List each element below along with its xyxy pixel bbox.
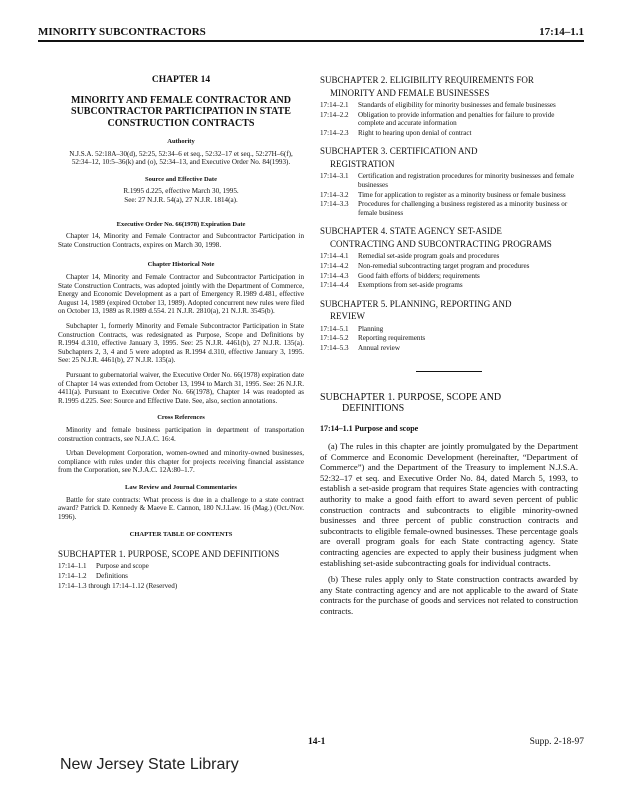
toc-entry: [320, 129, 578, 138]
toc-entry: [320, 172, 578, 189]
toc-entry-text: Definitions: [96, 571, 128, 580]
toc-sub4-title1: SUBCHAPTER 4. STATE AGENCY SET-ASIDE: [320, 226, 502, 237]
toc-entry-text: Certification and registration procedures for minority businesses and female businesses: [358, 172, 574, 189]
section-divider: [416, 371, 482, 372]
toc-sub5-title2: REVIEW: [330, 311, 365, 322]
history-p2: Subchapter 1, formerly Minority and Female Subcontractor Participation in State Construction Contracts, was redesignated as Purpose, Scope and Definitions by R.1994 d.310, effective January 3, 1995. See: 25 N.J.R. 4461(b), 27 N.J.R. 135(a). Subchapters 2, 3, 4 and 5 were adopted as R.1994 d.310, effective January 3, 1995. See: 25 N.J.R. 4461(b), 27 N.J.R. 135(a).: [58, 322, 304, 365]
toc-entry-number: 17:14–1.1: [58, 562, 87, 571]
toc-entry: [58, 562, 304, 571]
chapter-label: CHAPTER 14: [151, 75, 211, 85]
toc-entry-number: 17:14–3.1: [320, 172, 349, 181]
source-heading: Source and Effective Date: [145, 175, 217, 183]
toc-entry: [320, 191, 578, 200]
toc-entry-text: Reporting requirements: [358, 334, 426, 343]
toc-entry: [320, 101, 578, 110]
toc-sub2-entries: [320, 101, 578, 137]
toc-entry: [58, 572, 304, 581]
toc-entry: [320, 334, 578, 343]
toc-entry-text: Remedial set-aside program goals and procedures: [358, 252, 500, 261]
expiration-text: Chapter 14, Minority and Female Contractor and Subcontractor Participation in State Construction Contracts, expires on March 30, 1998.: [58, 232, 304, 249]
toc-entry: [320, 325, 578, 334]
toc-entry-number: 17:14–4.4: [320, 281, 349, 290]
toc-entry-text: Procedures for challenging a business registered as a minority business or female business: [358, 200, 568, 217]
running-header: [38, 20, 584, 42]
toc-entry-number: 17:14–2.3: [320, 128, 349, 137]
toc-sub1-title: SUBCHAPTER 1. PURPOSE, SCOPE AND DEFINITIONS: [58, 548, 280, 559]
toc-entry: [320, 262, 578, 271]
toc-entry-number: 17:14–2.2: [320, 110, 349, 119]
section-para-b: (b) These rules apply only to State construction contracts awarded by any State contracting agency and are not applicable to the award of State contracts for the purchase of goods and services not related to construction contracts.: [320, 574, 578, 616]
toc-entry-text: Right to hearing upon denial of contract: [358, 128, 472, 137]
toc-entry-text: Non-remedial subcontracting target program and procedures: [358, 261, 530, 270]
supplement-date: Supp. 2-18-97: [529, 737, 584, 747]
toc-sub4-entries: [320, 252, 578, 289]
history-p3: Pursuant to gubernatorial waiver, the Executive Order No. 66(1978) expiration date of Chapter 14 was extended from October 13, 1994 to March 31, 1995. See: 26 N.J.R. 4411(a). Pursuant to Executive Order No. 66(1978), Chapter 14 was readopted as R.1995 d.225. See: Source and Effective Date. See, also, section annotations.: [58, 370, 304, 405]
toc-entry: [320, 200, 578, 217]
section-subchapter-line1: SUBCHAPTER 1. PURPOSE, SCOPE AND: [320, 391, 502, 403]
toc-entry-number: 17:14–4.1: [320, 252, 349, 261]
header-left: MINORITY SUBCONTRACTORS: [38, 26, 206, 38]
toc-entry-text: Exemptions from set-aside programs: [358, 281, 463, 290]
toc-entry-number: 17:14–3.2: [320, 190, 349, 199]
lawreview-heading: Law Review and Journal Commentaries: [125, 483, 237, 491]
toc-sub3-entries: [320, 172, 578, 217]
toc-sub2-title2: MINORITY AND FEMALE BUSINESSES: [330, 87, 490, 98]
crossrefs-p2: Urban Development Corporation, women-owned and minority-owned businesses, compliance with rules under this chapter for projects receiving financial assistance from the Corporation, see N.J.A.C. 12A:80–1.7.: [58, 449, 304, 475]
toc-entry-text: Purpose and scope: [96, 562, 149, 571]
toc-entry-text: Standards of eligibility for minority businesses and female businesses: [358, 101, 556, 109]
page-number: 14-1: [308, 737, 326, 747]
toc-entry-text: Annual review: [358, 343, 400, 352]
toc-entry-number: 17:14–1.2: [58, 571, 87, 580]
toc-entry: [58, 582, 304, 591]
toc-entry-number: 17:14–5.1: [320, 324, 349, 333]
toc-entry-text: Good faith efforts of bidders; requirements: [358, 271, 480, 280]
toc-sub5-title1: SUBCHAPTER 5. PLANNING, REPORTING AND: [320, 298, 512, 309]
section-title: 17:14–1.1 Purpose and scope: [320, 423, 419, 433]
toc-entry-text: Time for application to register as a minority business or female business: [358, 190, 566, 199]
toc-heading: CHAPTER TABLE OF CONTENTS: [129, 531, 233, 539]
toc-sub3-title1: SUBCHAPTER 3. CERTIFICATION AND: [320, 146, 478, 157]
toc-entry-number: 17:14–3.3: [320, 200, 349, 209]
source-line1: R.1995 d.225, effective March 30, 1995.: [123, 187, 239, 196]
toc-sub3-title2: REGISTRATION: [330, 158, 395, 169]
toc-entry: [320, 272, 578, 281]
toc-entry-text: Planning: [358, 324, 384, 333]
authority-heading: Authority: [167, 138, 195, 146]
section-subchapter-line2: DEFINITIONS: [342, 403, 405, 414]
toc-entry-number: 17:14–5.2: [320, 334, 349, 343]
toc-sub4-title2: CONTRACTING AND SUBCONTRACTING PROGRAMS: [330, 238, 552, 249]
section-subchapter-heading: [320, 392, 578, 415]
section-para-a: (a) The rules in this chapter are jointly promulgated by the Department of Commerce and Economic Development (hereinafter, “Department of Commerce”) and the Department of the Treasury to implement N.J.S.A. 52:32–17 et seq. and Executive Order No. 84, dated March 5, 1993, to establish a set-aside program that requires State agencies with contracting authority to make a good faith effort to award seven percent of public construction contracts and subcontracts to eligible minority-owned businesses and three percent of public construction contracts and subcontracts to eligible female-owned businesses. These percentage goals are overall program goals for each State contracting agency. State contracting agencies are expected to apply their business judgment when establishing set-aside subcontracting goals for individual contracts.: [320, 441, 578, 568]
lawreview-p1: Battle for state contracts: What process is due in a challenge to a state contract award? Patrick D. Kennedy & Maeve E. Cannon, 180 N.J.Law. 16 (Mag.) (Oct./Nov. 1996).: [58, 495, 304, 521]
toc-entry-text: 17:14–1.3 through 17:14–1.12 (Reserved): [58, 581, 178, 590]
toc-entry: [320, 111, 578, 128]
left-column: [58, 56, 304, 591]
toc-sub1-entries: [58, 562, 304, 590]
crossrefs-p1: Minority and female business participation in department of transportation construction contracts, see N.J.A.C. 16:4.: [58, 425, 304, 443]
toc-entry-number: 17:14–5.3: [320, 343, 349, 352]
history-p1: Chapter 14, Minority and Female Contractor and Subcontractor Participation in State Construction Contracts, was adopted jointly with the Department of Commerce, Energy and Economic Development as a part of Emergency R.1989 d.481, effective August 14, 1989 (expired October 13, 1989). Adopted concurrent new rules were filed on October 13, 1989 as R.1989 d.554. 21 N.J.R. 2810(a), 21 N.J.R. 3545(b).: [58, 273, 304, 316]
toc-entry: [320, 344, 578, 353]
crossrefs-heading: Cross References: [157, 414, 205, 422]
header-right: 17:14–1.1: [539, 26, 584, 38]
toc-sub2-title1: SUBCHAPTER 2. ELIGIBILITY REQUIREMENTS FOR: [320, 75, 534, 85]
authority-text: N.J.S.A. 52:18A–30(d), 52:25, 52:34–6 et seq., 52:32–17 et seq., 52:27H–6(f), 52:34–12, 10:5–36(k) and (o), 52:34–13, and Executive Order No. 84(1993).: [69, 149, 293, 167]
toc-entry-number: 17:14–2.1: [320, 101, 349, 109]
chapter-title: MINORITY AND FEMALE CONTRACTOR AND SUBCONTRACTOR PARTICIPATION IN STATE CONSTRUCTION CONTRACTS: [70, 94, 291, 129]
right-column: [320, 56, 578, 623]
toc-entry: [320, 281, 578, 290]
toc-entry-text: Obligation to provide information and penalties for failure to provide complete and accurate information: [358, 110, 555, 128]
toc-entry: [320, 252, 578, 261]
source-line2: See: 27 N.J.R. 54(a), 27 N.J.R. 1814(a).: [124, 196, 238, 205]
library-stamp: New Jersey State Library: [60, 756, 239, 773]
toc-entry-number: 17:14–4.2: [320, 261, 349, 270]
toc-entry-number: 17:14–4.3: [320, 271, 349, 280]
toc-sub5-entries: [320, 325, 578, 353]
expiration-heading: Executive Order No. 66(1978) Expiration Date: [116, 220, 246, 228]
history-heading: Chapter Historical Note: [147, 261, 215, 269]
